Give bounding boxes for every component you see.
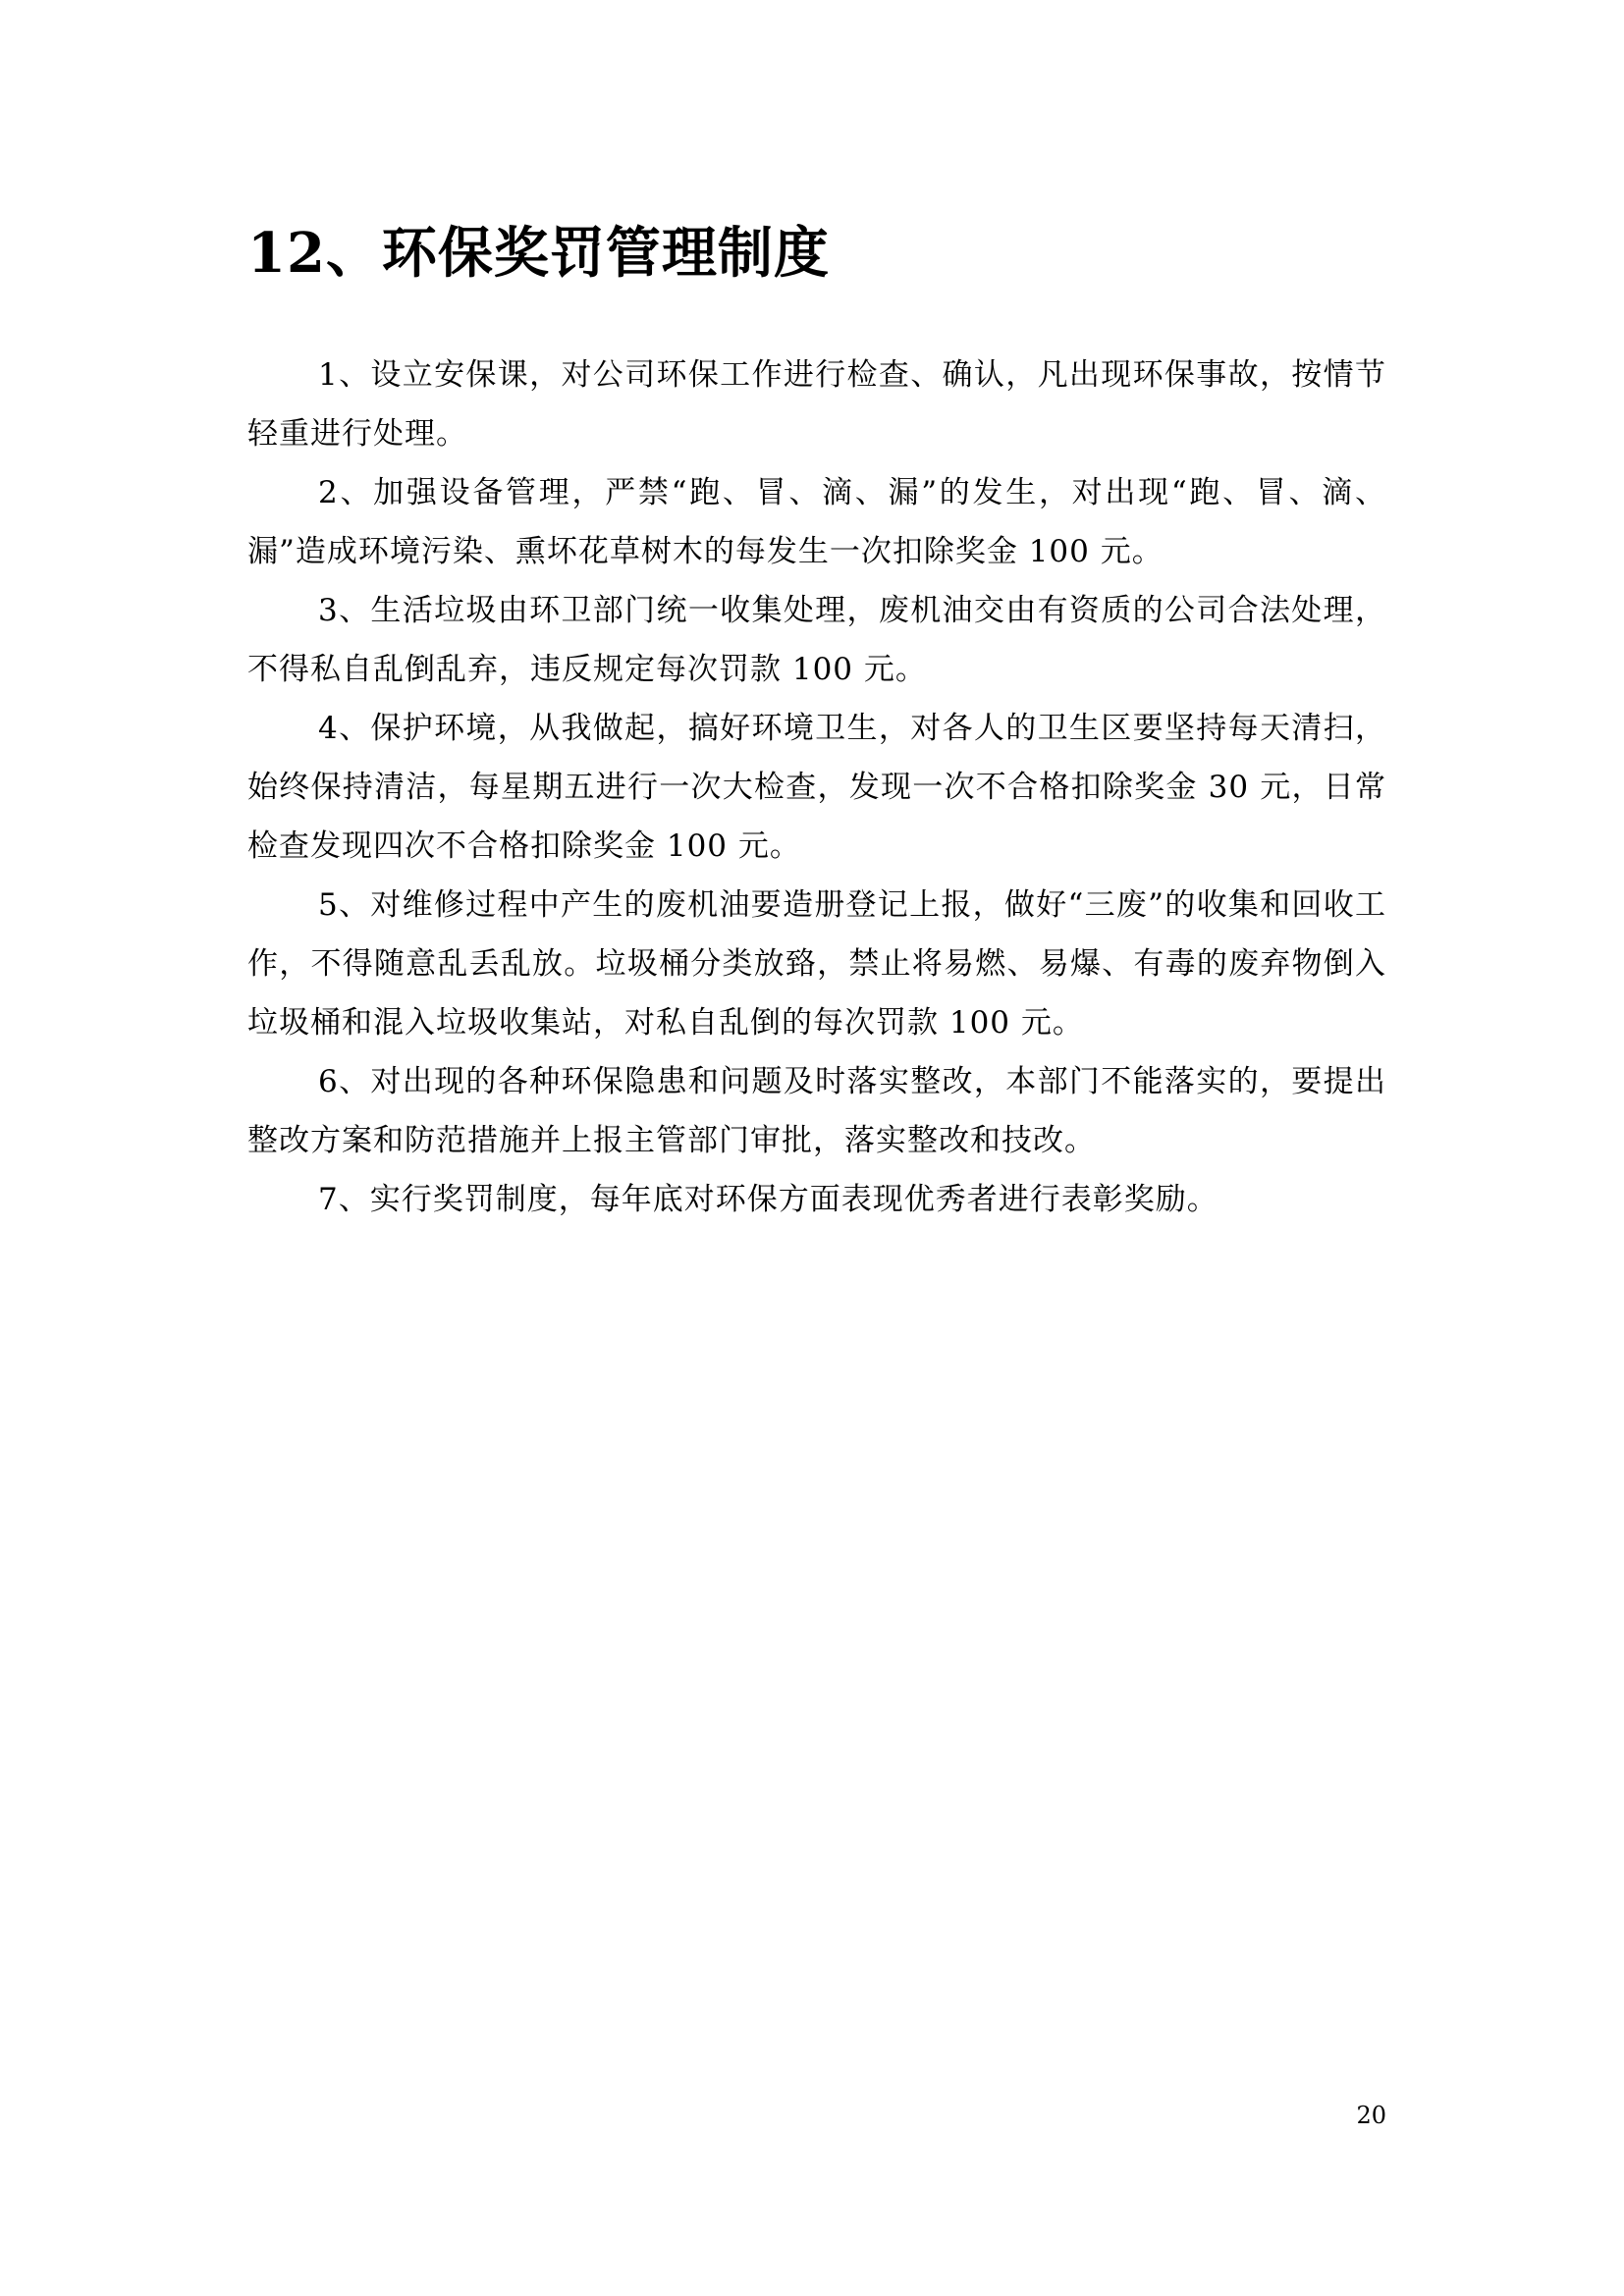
paragraph-6: 6、对出现的各种环保隐患和问题及时落实整改，本部门不能落实的，要提出整改方案和防范措施并上报主管部门审批，落实整改和技改。 [247, 1064, 1386, 1158]
paragraph-3: 3、生活垃圾由环卫部门统一收集处理，废机油交由有资质的公司合法处理，不得私自乱倒乱弃，违反规定每次罚款 100 元。 [247, 593, 1386, 687]
document-title: 12、环保奖罚管理制度 [247, 221, 830, 286]
paragraph-1: 1、设立安保课，对公司环保工作进行检查、确认，凡出现环保事故，按情节轻重进行处理。 [247, 357, 1386, 452]
paragraph-7: 7、实行奖罚制度，每年底对环保方面表现优秀者进行表彰奖励。 [318, 1182, 1218, 1217]
paragraph-5: 5、对维修过程中产生的废机油要造册登记上报，做好“三废”的收集和回收工作，不得随意乱丢乱放。垃圾桶分类放臵，禁止将易燃、易爆、有毒的废弃物倒入垃圾桶和混入垃圾收集站，对私自乱倒的每次罚款 100 元。 [247, 887, 1386, 1041]
paragraph-4: 4、保护环境，从我做起，搞好环境卫生，对各人的卫生区要坚持每天清扫，始终保持清洁，每星期五进行一次大检查，发现一次不合格扣除奖金 30 元，日常检查发现四次不合格扣除奖金 100 元。 [247, 711, 1386, 864]
page-number: 20 [1356, 2102, 1386, 2129]
paragraph-2: 2、加强设备管理，严禁“跑、冒、滴、漏”的发生，对出现“跑、冒、滴、漏”造成环境污染、熏坏花草树木的每发生一次扣除奖金 100 元。 [247, 475, 1386, 569]
document-body [247, 346, 1386, 1229]
